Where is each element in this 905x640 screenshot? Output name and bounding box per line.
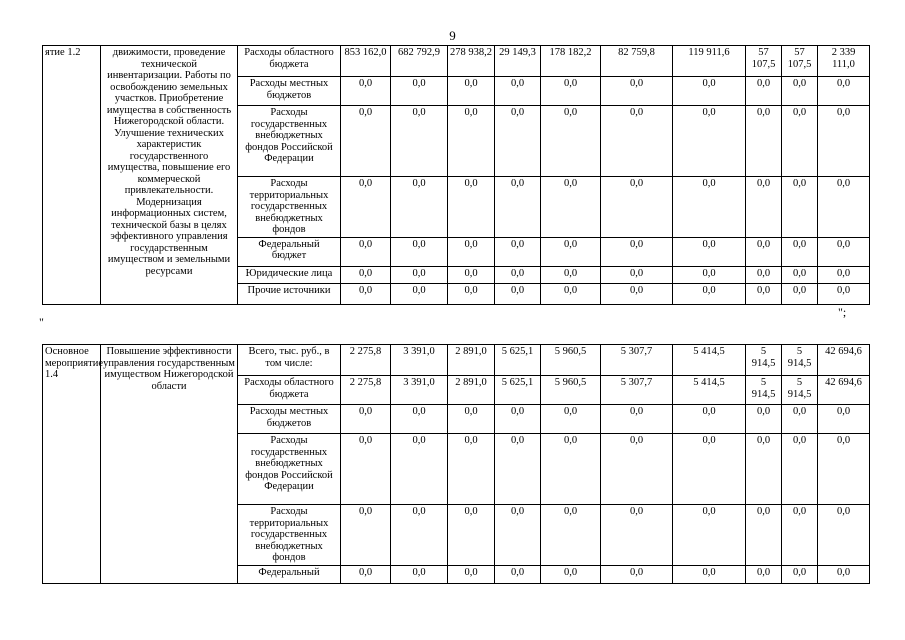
value-cell: 2 891,0 <box>448 376 495 405</box>
value-cell: 0,0 <box>391 505 448 566</box>
value-cell: 0,0 <box>448 106 495 177</box>
value-cell: 82 759,8 <box>601 46 673 77</box>
value-cell: 0,0 <box>541 283 601 304</box>
value-cell: 0,0 <box>495 237 541 266</box>
value-cell: 0,0 <box>818 565 870 583</box>
table-row <box>43 46 870 77</box>
value-cell: 0,0 <box>448 177 495 238</box>
value-cell: 0,0 <box>341 77 391 106</box>
value-cell: 0,0 <box>495 177 541 238</box>
value-cell: 3 391,0 <box>391 345 448 376</box>
value-cell: 0,0 <box>391 434 448 505</box>
value-cell: 0,0 <box>818 266 870 283</box>
value-cell: 29 149,3 <box>495 46 541 77</box>
value-cell: 0,0 <box>391 283 448 304</box>
value-cell: 0,0 <box>391 177 448 238</box>
value-cell: 0,0 <box>673 565 746 583</box>
value-cell: 0,0 <box>782 266 818 283</box>
value-cell: 0,0 <box>448 405 495 434</box>
value-cell: 0,0 <box>495 77 541 106</box>
value-cell: 0,0 <box>782 434 818 505</box>
value-cell: 0,0 <box>495 565 541 583</box>
value-cell: 0,0 <box>782 177 818 238</box>
value-cell: 0,0 <box>673 434 746 505</box>
row-label: Расходы территориальных государственных внебюджетных фондов <box>238 177 341 238</box>
value-cell: 0,0 <box>341 434 391 505</box>
value-cell: 0,0 <box>341 283 391 304</box>
value-cell: 0,0 <box>495 505 541 566</box>
value-cell: 0,0 <box>782 77 818 106</box>
value-cell: 0,0 <box>601 565 673 583</box>
row-label: Федеральный <box>238 565 341 583</box>
value-cell: 0,0 <box>601 266 673 283</box>
value-cell: 0,0 <box>818 434 870 505</box>
value-cell: 0,0 <box>495 266 541 283</box>
value-cell: 0,0 <box>818 177 870 238</box>
value-cell: 5 307,7 <box>601 345 673 376</box>
value-cell: 0,0 <box>448 505 495 566</box>
value-cell: 0,0 <box>495 106 541 177</box>
value-cell: 0,0 <box>448 434 495 505</box>
value-cell: 0,0 <box>601 283 673 304</box>
value-cell: 0,0 <box>746 405 782 434</box>
value-cell: 0,0 <box>341 266 391 283</box>
value-cell: 2 275,8 <box>341 345 391 376</box>
row-label: Расходы государственных внебюджетных фондов Российской Федерации <box>238 106 341 177</box>
value-cell: 682 792,9 <box>391 46 448 77</box>
measure-description-cell: Повышение эффективности управления государственным имуществом Нижегородской области <box>101 345 238 584</box>
value-cell: 0,0 <box>495 405 541 434</box>
value-cell: 5 914,5 <box>746 376 782 405</box>
value-cell: 5 914,5 <box>746 345 782 376</box>
value-cell: 0,0 <box>818 405 870 434</box>
value-cell: 5 914,5 <box>782 345 818 376</box>
value-cell: 0,0 <box>391 565 448 583</box>
measure-description-cell: движимости, проведение технической инвентаризации. Работы по освобождению земельных участков. Приобретение имущества в собственность Нижегородской области. Улучшение технических характеристик государственного имущества, повышение его коммерческой привлекательности. Модернизация информационных систем, технической базы в целях эффективного управления государственным имуществом и земельными ресурсами <box>101 46 238 305</box>
value-cell: 278 938,2 <box>448 46 495 77</box>
value-cell: 0,0 <box>448 266 495 283</box>
value-cell: 0,0 <box>673 106 746 177</box>
value-cell: 0,0 <box>746 266 782 283</box>
value-cell: 0,0 <box>341 505 391 566</box>
value-cell: 0,0 <box>601 434 673 505</box>
row-label: Прочие источники <box>238 283 341 304</box>
value-cell: 0,0 <box>746 77 782 106</box>
value-cell: 0,0 <box>448 283 495 304</box>
value-cell: 0,0 <box>782 505 818 566</box>
row-label: Расходы государственных внебюджетных фондов Российской Федерации <box>238 434 341 505</box>
value-cell: 0,0 <box>391 405 448 434</box>
value-cell: 0,0 <box>782 237 818 266</box>
value-cell: 0,0 <box>673 177 746 238</box>
value-cell: 0,0 <box>601 77 673 106</box>
value-cell: 0,0 <box>782 106 818 177</box>
value-cell: 0,0 <box>541 505 601 566</box>
value-cell: 5 914,5 <box>782 376 818 405</box>
value-cell: 0,0 <box>601 405 673 434</box>
value-cell: 0,0 <box>391 237 448 266</box>
table-row <box>43 345 870 376</box>
value-cell: 0,0 <box>746 106 782 177</box>
value-cell: 0,0 <box>746 505 782 566</box>
value-cell: 0,0 <box>782 405 818 434</box>
value-cell: 0,0 <box>341 405 391 434</box>
value-cell: 0,0 <box>541 106 601 177</box>
value-cell: 42 694,6 <box>818 376 870 405</box>
value-cell: 0,0 <box>746 237 782 266</box>
value-cell: 2 275,8 <box>341 376 391 405</box>
value-cell: 0,0 <box>541 177 601 238</box>
value-cell: 119 911,6 <box>673 46 746 77</box>
value-cell: 0,0 <box>673 505 746 566</box>
value-cell: 0,0 <box>541 405 601 434</box>
row-label: Расходы местных бюджетов <box>238 405 341 434</box>
value-cell: 0,0 <box>391 106 448 177</box>
value-cell: 0,0 <box>541 266 601 283</box>
value-cell: 0,0 <box>448 565 495 583</box>
measure-id-cell: Основное мероприятие 1.4 <box>43 345 101 584</box>
value-cell: 0,0 <box>541 565 601 583</box>
value-cell: 5 414,5 <box>673 345 746 376</box>
funding-table-2 <box>42 344 870 584</box>
value-cell: 5 625,1 <box>495 345 541 376</box>
value-cell: 0,0 <box>391 77 448 106</box>
measure-id-cell: ятие 1.2 <box>43 46 101 305</box>
value-cell: 0,0 <box>341 177 391 238</box>
value-cell: 0,0 <box>541 237 601 266</box>
value-cell: 3 391,0 <box>391 376 448 405</box>
value-cell: 0,0 <box>341 106 391 177</box>
value-cell: 0,0 <box>673 405 746 434</box>
value-cell: 0,0 <box>782 565 818 583</box>
value-cell: 0,0 <box>673 77 746 106</box>
value-cell: 57 107,5 <box>782 46 818 77</box>
row-label: Расходы областного бюджета <box>238 376 341 405</box>
value-cell: 0,0 <box>448 77 495 106</box>
value-cell: 0,0 <box>673 237 746 266</box>
value-cell: 0,0 <box>818 505 870 566</box>
closing-quote: "; <box>838 305 847 319</box>
value-cell: 0,0 <box>541 434 601 505</box>
value-cell: 0,0 <box>541 77 601 106</box>
value-cell: 0,0 <box>746 177 782 238</box>
value-cell: 0,0 <box>495 283 541 304</box>
value-cell: 0,0 <box>746 434 782 505</box>
value-cell: 853 162,0 <box>341 46 391 77</box>
funding-table-1 <box>42 45 870 305</box>
value-cell: 0,0 <box>746 565 782 583</box>
value-cell: 0,0 <box>818 106 870 177</box>
value-cell: 0,0 <box>601 505 673 566</box>
value-cell: 5 960,5 <box>541 376 601 405</box>
value-cell: 0,0 <box>673 283 746 304</box>
value-cell: 2 339 111,0 <box>818 46 870 77</box>
value-cell: 5 307,7 <box>601 376 673 405</box>
row-label: Юридические лица <box>238 266 341 283</box>
value-cell: 0,0 <box>782 283 818 304</box>
value-cell: 2 891,0 <box>448 345 495 376</box>
value-cell: 0,0 <box>818 77 870 106</box>
value-cell: 0,0 <box>601 177 673 238</box>
row-label: Расходы областного бюджета <box>238 46 341 77</box>
value-cell: 0,0 <box>601 237 673 266</box>
value-cell: 178 182,2 <box>541 46 601 77</box>
row-label: Всего, тыс. руб., в том числе: <box>238 345 341 376</box>
value-cell: 5 625,1 <box>495 376 541 405</box>
value-cell: 0,0 <box>673 266 746 283</box>
row-label: Расходы местных бюджетов <box>238 77 341 106</box>
value-cell: 0,0 <box>391 266 448 283</box>
opening-quote: " <box>39 315 44 329</box>
value-cell: 0,0 <box>746 283 782 304</box>
page-number: 9 <box>449 28 456 43</box>
value-cell: 42 694,6 <box>818 345 870 376</box>
value-cell: 0,0 <box>495 434 541 505</box>
value-cell: 0,0 <box>818 283 870 304</box>
row-label: Расходы территориальных государственных внебюджетных фондов <box>238 505 341 566</box>
value-cell: 0,0 <box>601 106 673 177</box>
value-cell: 0,0 <box>341 565 391 583</box>
value-cell: 5 960,5 <box>541 345 601 376</box>
value-cell: 5 414,5 <box>673 376 746 405</box>
row-label: Федеральный бюджет <box>238 237 341 266</box>
value-cell: 57 107,5 <box>746 46 782 77</box>
value-cell: 0,0 <box>341 237 391 266</box>
value-cell: 0,0 <box>818 237 870 266</box>
value-cell: 0,0 <box>448 237 495 266</box>
